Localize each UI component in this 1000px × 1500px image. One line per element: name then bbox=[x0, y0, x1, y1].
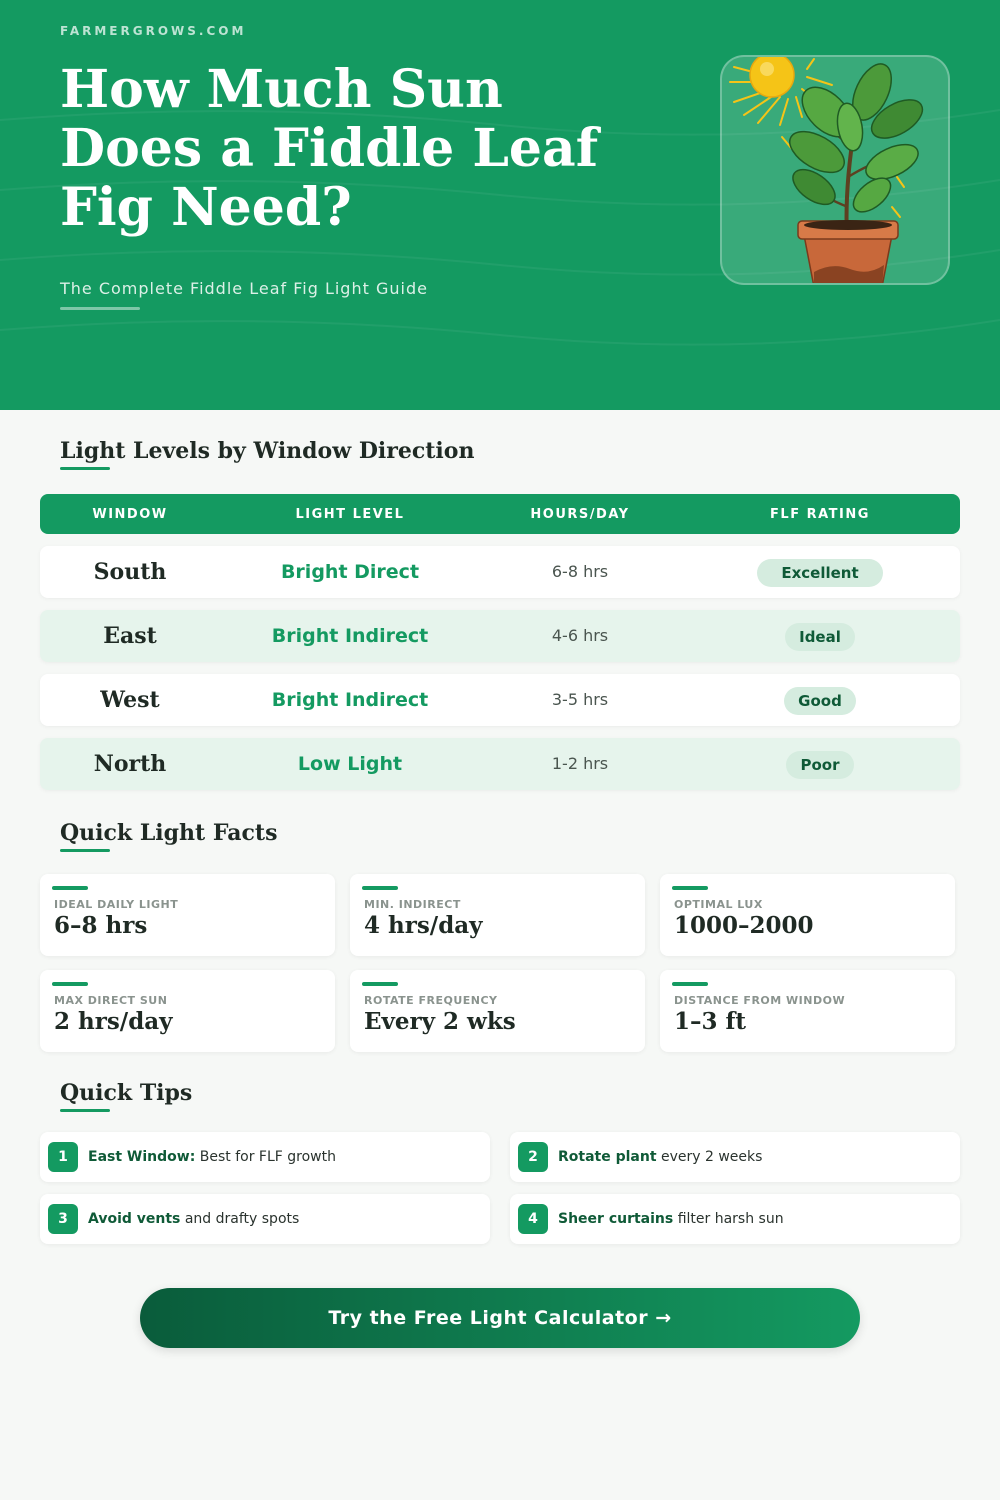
hours-per-day: 3-5 hrs bbox=[551, 690, 609, 709]
fact-value: 1–3 ft bbox=[674, 1008, 747, 1035]
fact-label: IDEAL DAILY LIGHT bbox=[54, 898, 179, 911]
tip-number-badge: 2 bbox=[518, 1142, 548, 1172]
light-levels-section-underline bbox=[60, 467, 110, 470]
tip-text: filter harsh sun bbox=[677, 1211, 784, 1227]
column-header-hours: HOURS/DAY bbox=[530, 506, 630, 522]
fact-card-distance-from-window bbox=[660, 970, 955, 1052]
fact-label: ROTATE FREQUENCY bbox=[364, 994, 498, 1007]
column-header-light-level: LIGHT LEVEL bbox=[295, 506, 405, 522]
tip-number-badge: 1 bbox=[48, 1142, 78, 1172]
column-header-window: WINDOW bbox=[92, 506, 168, 522]
fact-card-optimal-lux bbox=[660, 874, 955, 956]
brand-site-name: FARMERGROWS.COM bbox=[60, 24, 247, 38]
hours-per-day: 4-6 hrs bbox=[551, 626, 609, 645]
quick-tips-section-underline bbox=[60, 1109, 110, 1112]
rating-badge: Excellent bbox=[757, 559, 882, 587]
fact-label: MAX DIRECT SUN bbox=[54, 994, 168, 1007]
rating-badge: Poor bbox=[786, 751, 853, 779]
fact-card-max-direct-sun bbox=[40, 970, 335, 1052]
fact-value: 4 hrs/day bbox=[364, 912, 483, 939]
subtitle-underline bbox=[60, 307, 140, 310]
fact-label: DISTANCE FROM WINDOW bbox=[674, 994, 846, 1007]
fact-card-rotate-frequency bbox=[350, 970, 645, 1052]
tip-number-badge: 4 bbox=[518, 1204, 548, 1234]
tip-text: and drafty spots bbox=[184, 1211, 300, 1227]
tip-number-badge: 3 bbox=[48, 1204, 78, 1234]
table-row bbox=[40, 610, 960, 662]
fact-label: MIN. INDIRECT bbox=[364, 898, 461, 911]
table-row bbox=[40, 738, 960, 790]
hero-illustration-card bbox=[720, 55, 950, 285]
window-direction: West bbox=[100, 687, 160, 713]
tip-emphasis: Sheer curtains bbox=[558, 1211, 674, 1227]
page-subtitle: The Complete Fiddle Leaf Fig Light Guide bbox=[60, 279, 428, 298]
fact-value: 2 hrs/day bbox=[54, 1008, 173, 1035]
tip-emphasis: Rotate plant bbox=[558, 1149, 657, 1165]
fact-value: Every 2 wks bbox=[364, 1008, 516, 1035]
fact-label: OPTIMAL LUX bbox=[674, 898, 763, 911]
light-level: Bright Indirect bbox=[271, 689, 429, 711]
tip-item bbox=[510, 1194, 960, 1244]
rating-badge: Good bbox=[784, 687, 856, 715]
quick-facts-section-underline bbox=[60, 849, 110, 852]
hours-per-day: 1-2 hrs bbox=[551, 754, 609, 773]
tip-text: Best for FLF growth bbox=[199, 1149, 336, 1165]
quick-tips-section-title: Quick Tips bbox=[60, 1080, 193, 1106]
page-title: How Much Sun Does a Fiddle Leaf Fig Need? bbox=[60, 59, 599, 238]
tip-item bbox=[40, 1132, 490, 1182]
hero-header bbox=[0, 0, 1000, 410]
table-row bbox=[40, 674, 960, 726]
hours-per-day: 6-8 hrs bbox=[551, 562, 609, 581]
light-table-header bbox=[40, 494, 960, 534]
window-direction: South bbox=[93, 559, 167, 585]
light-level: Low Light bbox=[297, 753, 403, 775]
light-calculator-cta-button[interactable]: Try the Free Light Calculator → bbox=[140, 1288, 860, 1348]
tip-text: every 2 weeks bbox=[660, 1149, 763, 1165]
tip-emphasis: Avoid vents bbox=[88, 1211, 181, 1227]
tip-emphasis: East Window: bbox=[88, 1149, 196, 1165]
rating-badge: Ideal bbox=[785, 623, 855, 651]
light-level: Bright Indirect bbox=[271, 625, 429, 647]
fact-card-min-indirect bbox=[350, 874, 645, 956]
fact-value: 1000–2000 bbox=[674, 912, 814, 939]
light-levels-section-title: Light Levels by Window Direction bbox=[60, 438, 475, 464]
table-row bbox=[40, 546, 960, 598]
light-level: Bright Direct bbox=[280, 561, 420, 583]
tip-item bbox=[510, 1132, 960, 1182]
tip-item bbox=[40, 1194, 490, 1244]
window-direction: East bbox=[103, 623, 157, 649]
potted-fiddle-leaf-fig-with-sun-icon bbox=[722, 57, 950, 285]
quick-facts-section-title: Quick Light Facts bbox=[60, 820, 278, 846]
fact-value: 6–8 hrs bbox=[54, 912, 148, 939]
fact-card-ideal-daily-light bbox=[40, 874, 335, 956]
window-direction: North bbox=[93, 751, 167, 777]
column-header-rating: FLF RATING bbox=[770, 506, 870, 522]
